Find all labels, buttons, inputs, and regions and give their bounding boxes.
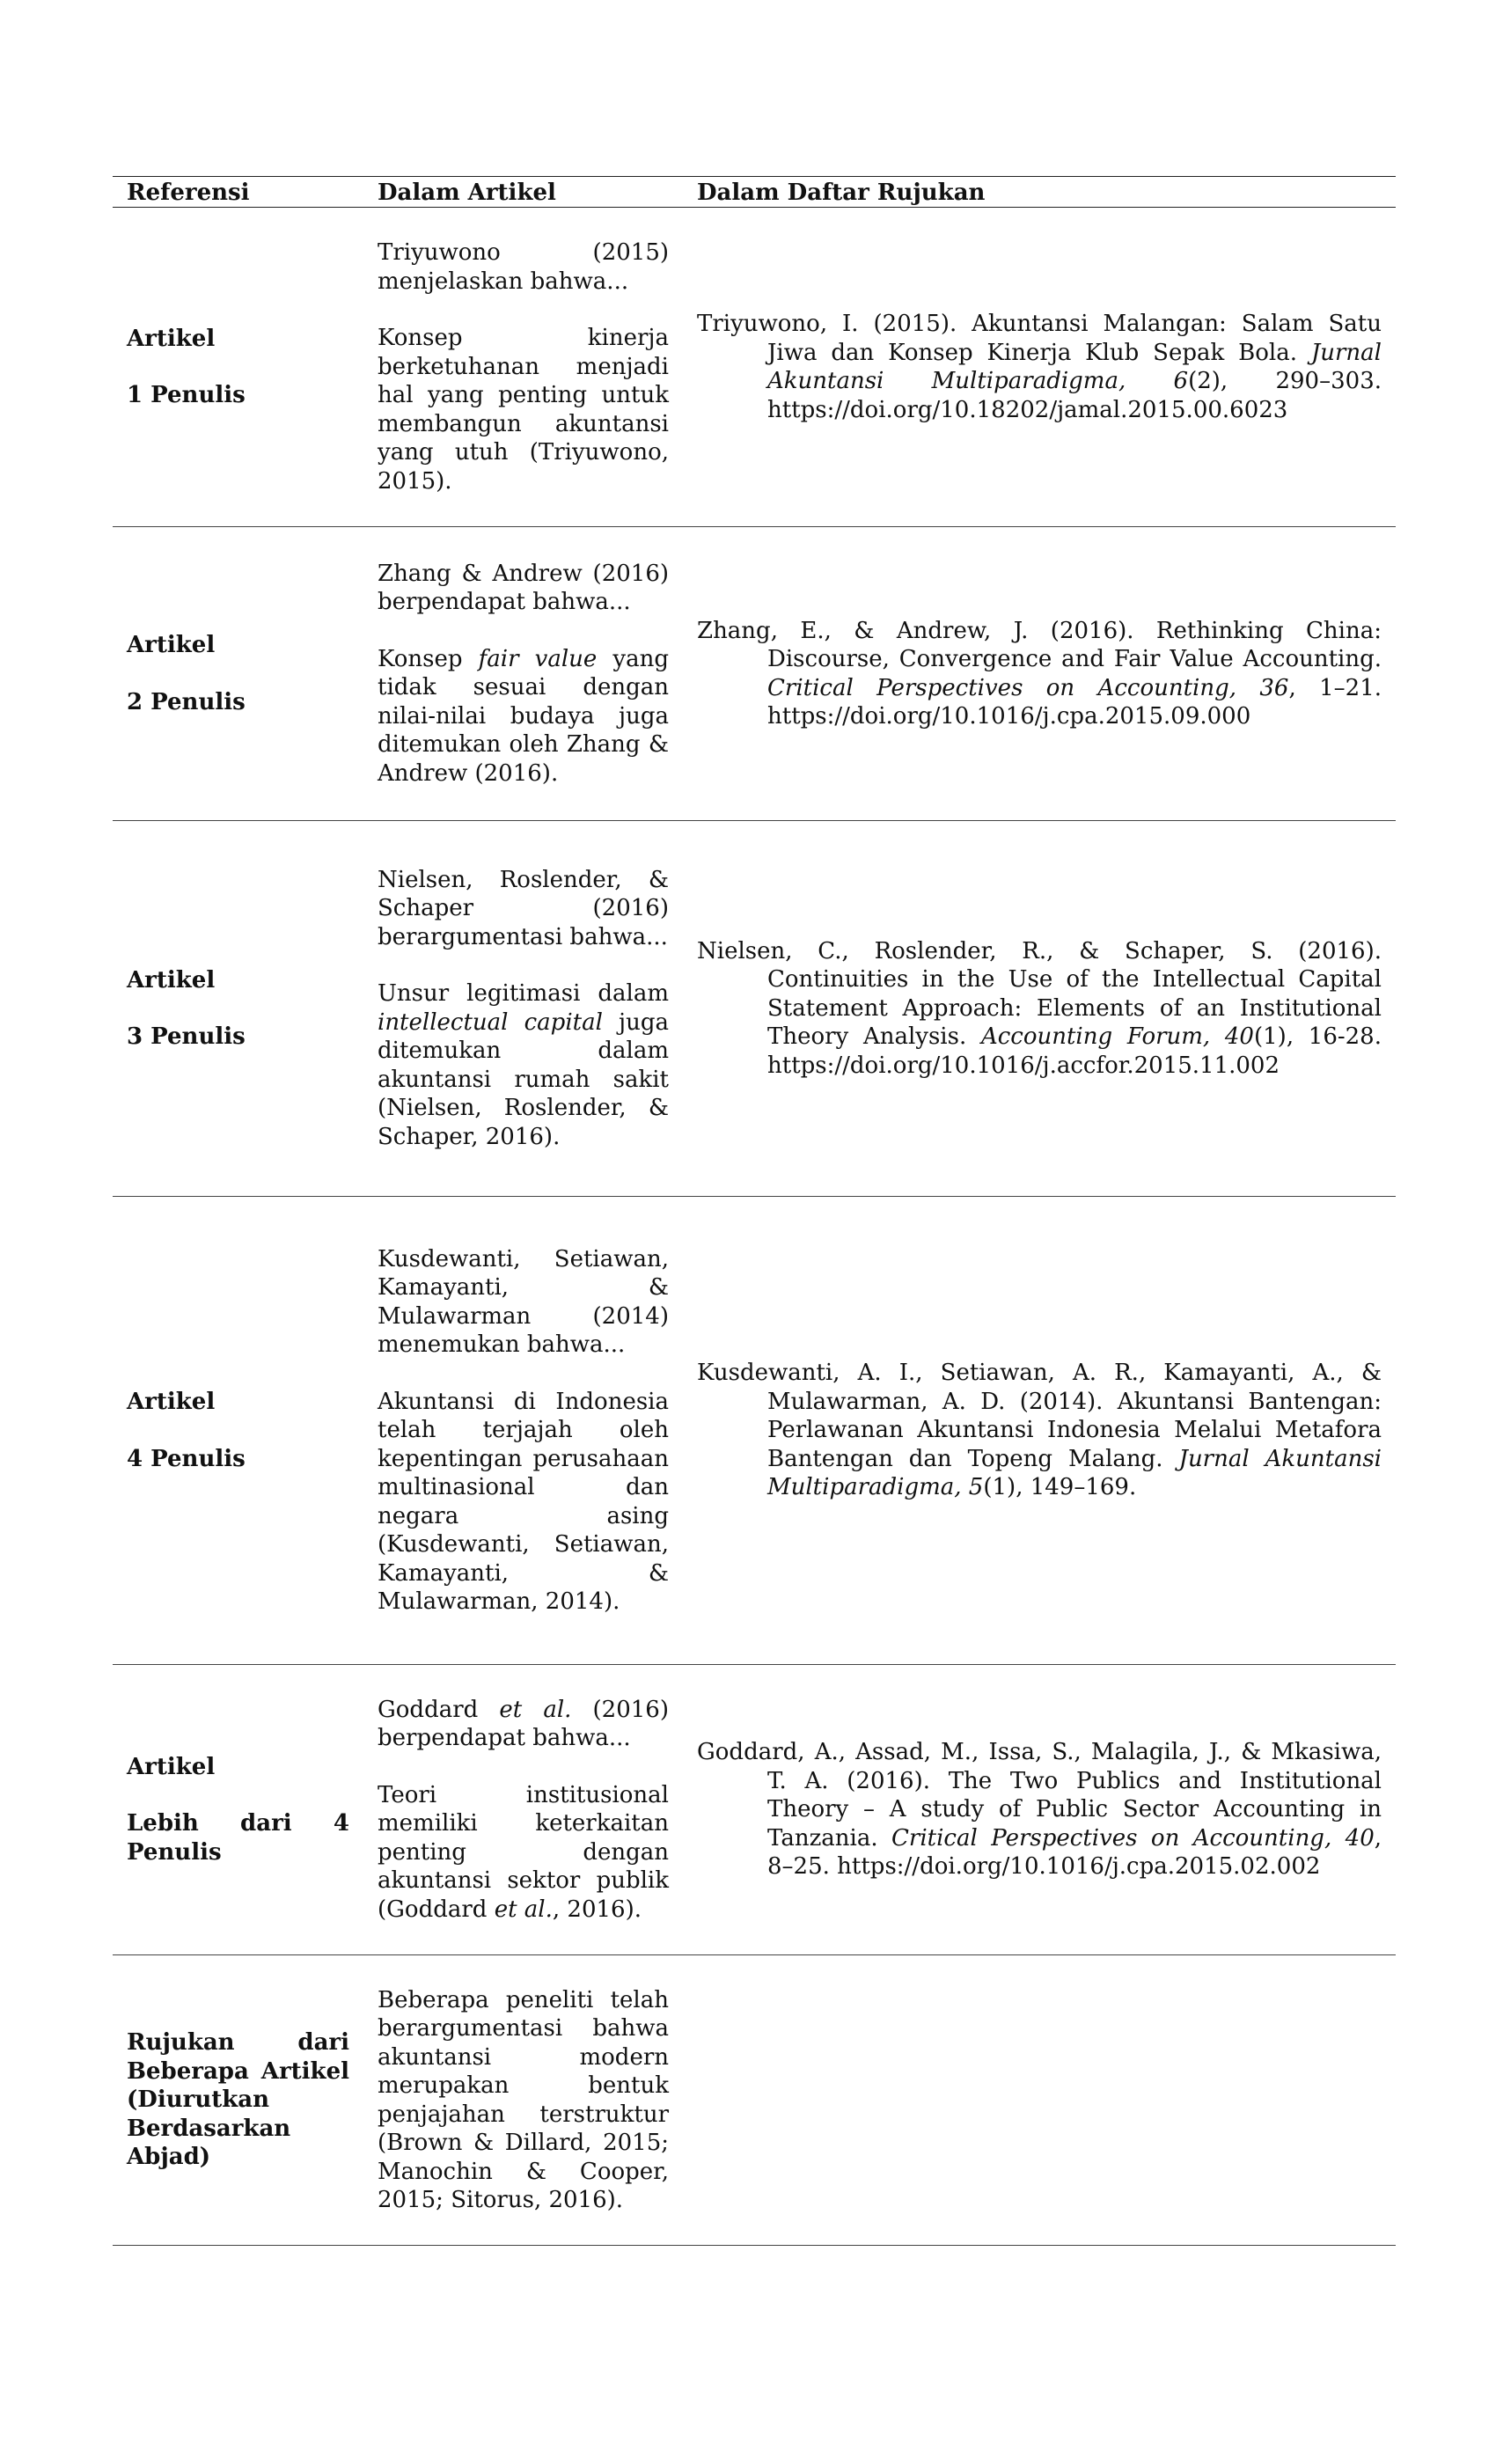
reference-list-cell [683,1665,1396,1955]
reference-type-label: Artikel [127,325,216,352]
citation-table-container [113,176,1396,2246]
reference-type-label: Artikel [127,1753,216,1780]
reference-author-count: 3 Penulis [127,1023,246,1050]
reference-list-cell-empty [683,1955,1396,2246]
parenthetical-citation: Unsur legitimasi dalam intellectual capital juga ditemukan dalam akuntansi rumah sakit (Nielsen, Roslender, & Schaper, 2016). [378,980,669,1150]
reference-type-label: Artikel [127,632,216,658]
reference-type-cell [113,1197,363,1665]
reference-author-count: 4 Penulis [127,1445,246,1472]
in-article-cell [363,527,683,821]
table-row-2-penulis [113,527,1396,821]
reference-type-cell [113,1955,363,2246]
in-article-cell [363,208,683,527]
reference-type-cell [113,821,363,1197]
parenthetical-citation: Teori institusional memiliki keterkaitan penting dengan akuntansi sektor publik (Goddard et al., 2016). [378,1781,669,1923]
reference-author-count: 1 Penulis [127,382,246,408]
parenthetical-citation: Konsep kinerja berketuhanan menjadi hal yang penting untuk membangun akuntansi yang utuh (Triyuwono, 2015). [378,325,669,495]
reference-type-label: Artikel [127,966,216,994]
table-row-lebih-dari-4-penulis [113,1665,1396,1955]
reference-entry: Goddard, A., Assad, M., Issa, S., Malagila, J., & Mkasiwa, T. A. (2016). The Two Publics and Institutional Theory – A study of Public Sector Accounting in Tanzania. Critical Perspectives on Accounting, 40, 8–25. https://doi.org/10.1016/j.cpa.2015.02.002 [697,1739,1382,1881]
citation-format-table [113,176,1396,2246]
header-dalam-artikel: Dalam Artikel [363,177,683,208]
header-referensi: Referensi [113,177,363,208]
table-row-beberapa-artikel [113,1955,1396,2246]
reference-entry: Triyuwono, I. (2015). Akuntansi Malangan: Salam Satu Jiwa dan Konsep Kinerja Klub Sepak Bola. Jurnal Akuntansi Multiparadigma, 6(2), 290–303. https://doi.org/10.18202/jamal.2015.00.6023 [697,311,1382,423]
parenthetical-citation: Konsep fair value yang tidak sesuai dengan nilai-nilai budaya juga ditemukan oleh Zhang & Andrew (2016). [378,645,669,787]
reference-type-label: Rujukan dari Beberapa Artikel (Diurutkan Berdasarkan Abjad) [127,2029,349,2171]
in-article-cell [363,1665,683,1955]
in-article-cell [363,1197,683,1665]
table-row-3-penulis [113,821,1396,1197]
header-daftar-rujukan: Dalam Daftar Rujukan [683,177,1396,208]
reference-type-cell [113,208,363,527]
reference-author-count: Lebih dari 4 Penulis [127,1810,349,1866]
reference-entry: Nielsen, C., Roslender, R., & Schaper, S. (2016). Continuities in the Use of the Intellectual Capital Statement Approach: Elements of an Institutional Theory Analysis. Accounting Forum, 40(1), 16-28. https://doi.org/10.1016/j.accfor.2015.11.002 [697,937,1382,1079]
reference-type-cell [113,527,363,821]
parenthetical-citation: Akuntansi di Indonesia telah terjajah oleh kepentingan perusahaan multinasional dan negara asing (Kusdewanti, Setiawan, Kamayanti, & Mulawarman, 2014). [378,1388,669,1615]
narrative-citation: Kusdewanti, Setiawan, Kamayanti, & Mulawarman (2014) menemukan bahwa... [378,1245,669,1358]
table-row-4-penulis [113,1197,1396,1665]
reference-list-cell [683,208,1396,527]
reference-entry: Zhang, E., & Andrew, J. (2016). Rethinking China: Discourse, Convergence and Fair Value Accounting. Critical Perspectives on Accounting, 36, 1–21. https://doi.org/10.1016/j.cpa.2015.09.000 [697,617,1382,730]
in-article-cell [363,1955,683,2246]
narrative-citation: Goddard et al. (2016) berpendapat bahwa... [378,1696,669,1752]
reference-entry: Kusdewanti, A. I., Setiawan, A. R., Kamayanti, A., & Mulawarman, A. D. (2014). Akuntansi Bantengan: Perlawanan Akuntansi Indonesia Melalui Metafora Bantengan dan Topeng Malang. Jurnal Akuntansi Multiparadigma, 5(1), 149–169. [697,1360,1382,1501]
reference-list-cell [683,1197,1396,1665]
reference-type-label: Artikel [127,1389,216,1415]
reference-list-cell [683,527,1396,821]
table-row-1-penulis [113,208,1396,527]
narrative-citation: Nielsen, Roslender, & Schaper (2016) berargumentasi bahwa... [378,866,669,950]
table-header-row [113,177,1396,208]
in-article-cell [363,821,683,1197]
multiple-citation: Beberapa peneliti telah berargumentasi bahwa akuntansi modern merupakan bentuk penjajahan terstruktur (Brown & Dillard, 2015; Manochin & Cooper, 2015; Sitorus, 2016). [378,1986,669,2213]
narrative-citation: Triyuwono (2015) menjelaskan bahwa... [378,239,669,295]
reference-author-count: 2 Penulis [127,688,246,715]
reference-type-cell [113,1665,363,1955]
reference-list-cell [683,821,1396,1197]
narrative-citation: Zhang & Andrew (2016) berpendapat bahwa... [378,560,669,616]
